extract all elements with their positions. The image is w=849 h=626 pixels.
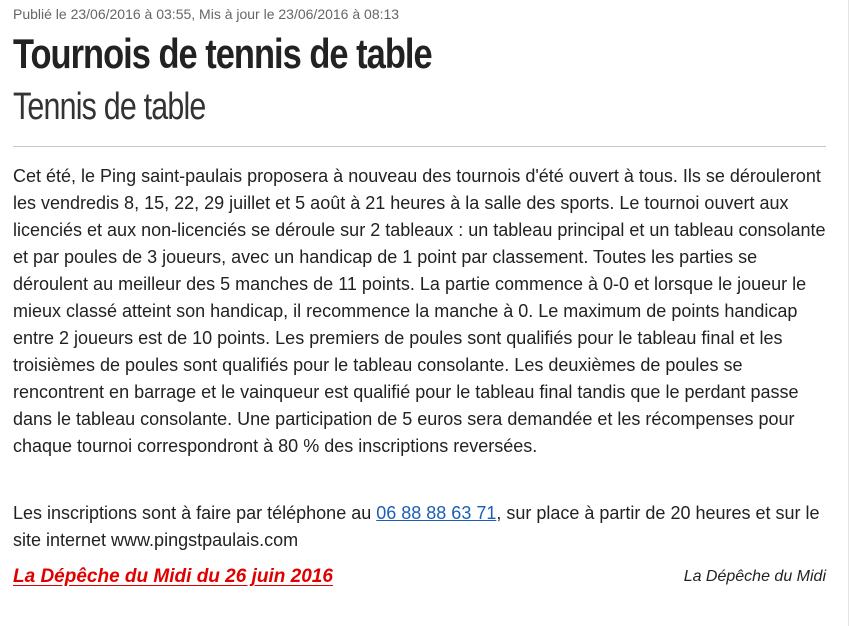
source-link[interactable]: La Dépêche du Midi du 26 juin 2016 xyxy=(13,566,333,587)
article-title: Tournois de tennis de table xyxy=(13,30,432,77)
publication-meta: Publié le 23/06/2016 à 03:55, Mis à jour le 23/06/2016 à 08:13 xyxy=(13,6,400,22)
article-subtitle: Tennis de table xyxy=(13,86,206,128)
divider xyxy=(13,146,826,147)
contact-text-before: Les inscriptions sont à faire par téléphone au xyxy=(13,503,377,523)
article-body: Cet été, le Ping saint-paulais proposera à nouveau des tournois d'été ouvert à tous. Ils se dérouleront les vendredis 8, 15, 22, 29 juillet et 5 août à 21 heures à la salle des sports. Le tournoi ouvert aux licenciés et aux non-licenciés se déroule sur 2 tableaux : un tableau principal et un tableau consolante et par poules de 3 joueurs, avec un handicap de 1 point par classement. Toutes les parties se déroulent au meilleur des 5 manches de 11 points. La partie commence à 0-0 et lorsque le joueur le mieux classé atteint son handicap, il recommence la manche à 0. Le maximum de points handicap entre 2 joueurs est de 10 points. Les premiers de poules sont qualifiés pour le tableau final et les troisièmes de poules sont qualifiés pour le tableau consolante. Les deuxièmes de poules se rencontrent en barrage et le vainqueur est qualifié pour le tableau final tandis que le perdant passe dans le tableau consolante. Une participation de 5 euros sera demandée et les récompenses pour chaque tournoi correspondront à 80 % des inscriptions reversées. xyxy=(13,166,826,456)
contact-text-after: , sur place à partir de 20 heures et sur le site internet www.pingstpaulais.com xyxy=(13,503,820,550)
phone-link[interactable]: 06 88 88 63 71 xyxy=(376,503,497,523)
source-credit: La Dépêche du Midi xyxy=(683,568,826,585)
contact-paragraph xyxy=(13,500,826,554)
